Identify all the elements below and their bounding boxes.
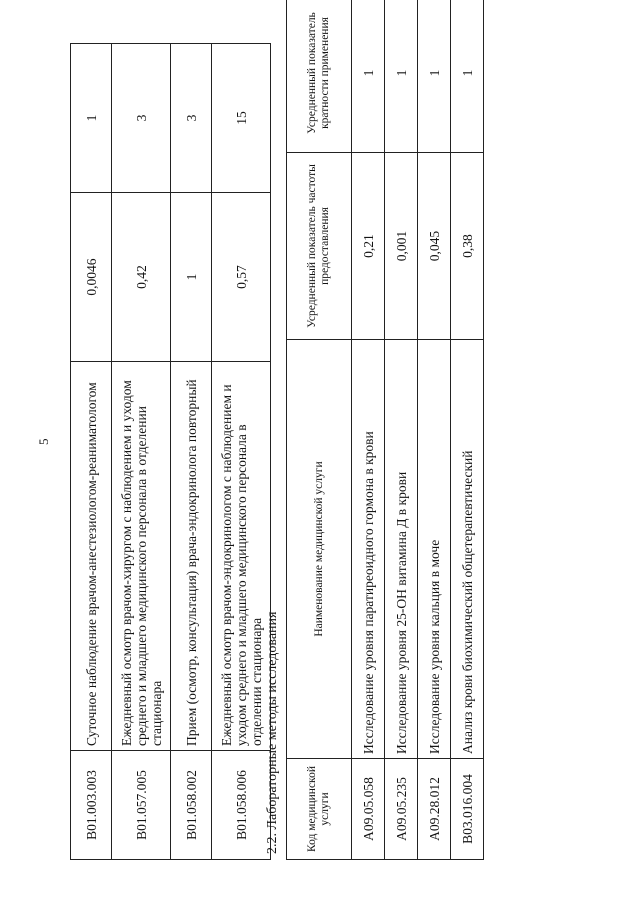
service-name-cell: Исследование уровня 25-ОН витамина Д в крови xyxy=(385,340,418,759)
frequency-cell: 0,38 xyxy=(451,153,484,340)
multiplicity-cell: 1 xyxy=(352,0,385,153)
frequency-cell: 1 xyxy=(171,193,212,362)
services-table-continued xyxy=(70,43,271,860)
service-name-cell: Ежедневный осмотр врачом-эндокринологом с наблюдением и уходом среднего и младшего медицинского персонала в отделении стационара xyxy=(212,362,271,751)
service-code-cell: A09.05.058 xyxy=(352,759,385,860)
service-code-cell: B01.057.005 xyxy=(112,751,171,860)
header-frequency: Усредненный показатель частоты предоставления xyxy=(287,153,352,340)
service-name-cell: Исследование уровня кальция в моче xyxy=(418,340,451,759)
table-row xyxy=(212,44,271,860)
frequency-cell: 0,001 xyxy=(385,153,418,340)
frequency-cell: 0,045 xyxy=(418,153,451,340)
frequency-cell: 0,57 xyxy=(212,193,271,362)
service-code-cell: B01.003.003 xyxy=(71,751,112,860)
multiplicity-cell: 3 xyxy=(112,44,171,193)
table-row xyxy=(385,0,418,860)
table-row xyxy=(418,0,451,860)
rotated-page-content xyxy=(70,0,630,860)
table-row xyxy=(451,0,484,860)
table-row xyxy=(112,44,171,860)
table-header-row xyxy=(287,0,352,860)
multiplicity-cell: 3 xyxy=(171,44,212,193)
service-name-cell: Ежедневный осмотр врачом-хирургом с наблюдением и уходом среднего и младшего медицинского персонала в отделении стационара xyxy=(112,362,171,751)
frequency-cell: 0,42 xyxy=(112,193,171,362)
frequency-cell: 0,0046 xyxy=(71,193,112,362)
header-multiplicity: Усредненный показатель кратности применения xyxy=(287,0,352,153)
multiplicity-cell: 1 xyxy=(71,44,112,193)
service-name-cell: Суточное наблюдение врачом-анестезиологом-реаниматологом xyxy=(71,362,112,751)
table-row xyxy=(71,44,112,860)
service-code-cell: B01.058.002 xyxy=(171,751,212,860)
service-code-cell: A09.05.235 xyxy=(385,759,418,860)
service-code-cell: B03.016.004 xyxy=(451,759,484,860)
table-row xyxy=(352,0,385,860)
header-name: Наименование медицинской услуги xyxy=(287,340,352,759)
service-name-cell: Исследование уровня паратиреоидного гормона в крови xyxy=(352,340,385,759)
multiplicity-cell: 1 xyxy=(451,0,484,153)
header-code: Код медицинской услуги xyxy=(287,759,352,860)
service-code-cell: B01.058.006 xyxy=(212,751,271,860)
service-name-cell: Анализ крови биохимический общетерапевтический xyxy=(451,340,484,759)
multiplicity-cell: 15 xyxy=(212,44,271,193)
multiplicity-cell: 1 xyxy=(385,0,418,153)
service-name-cell: Прием (осмотр, консультация) врача-эндокринолога повторный xyxy=(171,362,212,751)
page-number: 5 xyxy=(36,438,51,445)
section-title: 2.2. Лабораторные методы исследования xyxy=(265,611,280,854)
frequency-cell: 0,21 xyxy=(352,153,385,340)
laboratory-methods-table xyxy=(286,0,484,860)
table-row xyxy=(171,44,212,860)
service-code-cell: A09.28.012 xyxy=(418,759,451,860)
multiplicity-cell: 1 xyxy=(418,0,451,153)
